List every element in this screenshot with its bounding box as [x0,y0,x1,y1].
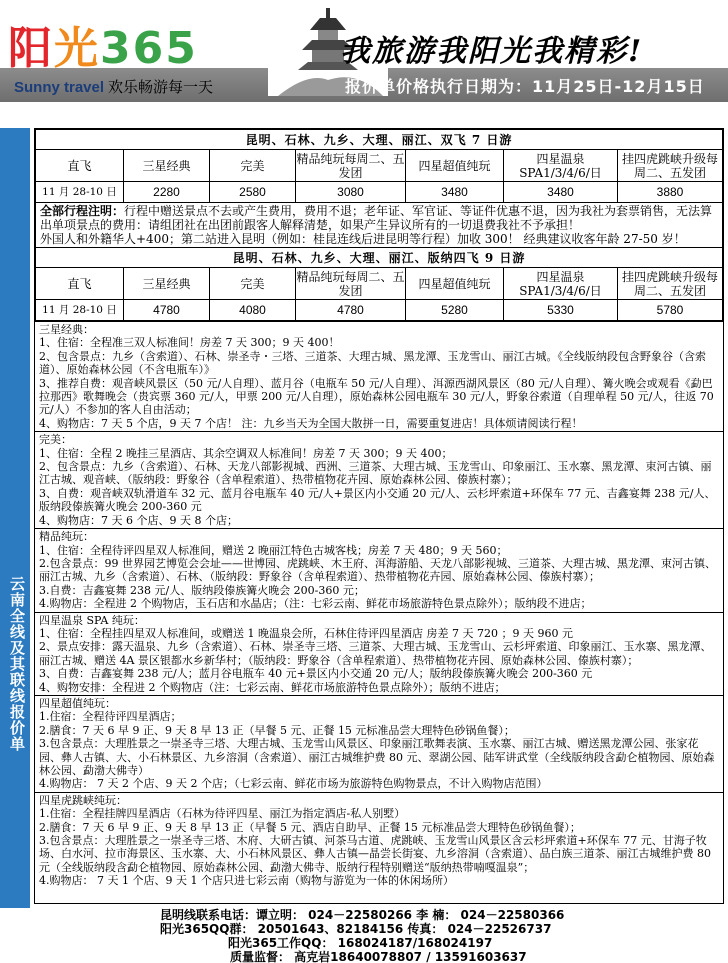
tour7-p2: 2580 [210,182,296,203]
logo-number: 365 [100,23,198,74]
block-line: 4.购物店：全程进 2 个购物店，玉石店和水晶店；（注：七彩云南、鲜花市场旅游特色景点除外）；版纳段不进店； [39,597,592,611]
tour9-date: 11 月 28-10 日 [36,300,124,321]
tour7-h5: 四星温泉SPA1/3/4/6/日 [504,150,618,182]
block-line: 1、住宿：全程待评四星双人标准间，赠送 2 晚丽江特色古城客栈；房差 7 天 480；9 天 560； [39,543,508,557]
tour7-p5: 3480 [504,182,618,203]
block-title: 完美： [39,433,72,447]
tour9-h4: 四星超值纯玩 [406,268,504,300]
tour9-h3: 精品纯玩每周二、五发团 [296,269,405,298]
price-sheet [34,128,724,904]
block-line: 1.住宿：全程待评四星酒店； [39,710,182,724]
tour7-h2: 完美 [210,150,296,182]
block-line: 4、购物店：7 天 5 个店，9 天 7 个店！ 注：九乡当天为全国大散拼一日，需要重复进店！具体烦请阅读行程！ [39,416,583,430]
block-title: 四星超值纯玩： [39,696,116,710]
tour9-p1: 4780 [124,300,210,321]
tour7-h6: 挂四虎跳峡升级每周二、五发团 [618,150,723,182]
tour9-p2: 4080 [210,300,296,321]
block-line: 3、自费：吉鑫宴舞 238 元/人；蓝月谷电瓶车 40 元+景区内小交通 20 元/人；版纳段傣族篝火晚会 200-360 元 [39,667,593,681]
tour9-h6: 挂四虎跳峡升级每周二、五发团 [618,268,723,300]
notes [36,203,723,248]
slogan: 我旅游我阳光我精彩! [340,34,644,69]
footer-line-2: 阳光365QQ群： 20501643、82184156 传真： 024－22526737 [160,922,552,936]
block-title: 三星经典： [39,323,94,336]
block-line: 2、包含景点：九乡（含索道）、石林、天龙八部影视城、西洲、三道茶、大理古城、玉龙雪山、印象丽江、玉水寨、黑龙潭、束河古镇、丽江古城、观音峡、（版纳段：野象谷（含单程索道）、热带植物花卉园、原始森林公园、傣族村寨）； [39,460,712,487]
logo-char-2: 光 [54,23,100,74]
block-line: 3.包含景点：大理胜景之一崇圣寺三塔、木府、大研古镇、河茶马古道、虎跳峡、玉龙雪山风景区含云杉坪索道+环保车 77 元、甘海子牧场、白水河、拉市海景区、玉水寨、大、小石林风景区、彝人古镇—晶尝长街宴、九乡溶洞（含索道）、品白族三道茶、丽江古城维护费 80 元（全线版纳段含勐仑植物园、原始森林公园、勐渤大佛寺、版纳行程特别赠送“版纳热带喃嘎温泉”； [39,834,711,874]
logo-text [8,12,198,76]
tour7-p3: 3080 [296,182,406,203]
footer-contacts [0,906,728,963]
block-line: 2、景点安排：露天温泉、九乡（含索道）、石林、崇圣寺三塔、三道茶、大理古城、玉龙雪山、云杉坪索道、印象丽江、玉水寨、黑龙潭、丽江古城、赠送 4A 景区银都水乡新华村；（版纳段：野象谷（含单程索道）、热带植物花卉园、原始森林公园、傣族村寨）； [39,640,712,667]
tour7-title: 昆明、石林、九乡、大理、丽江、双飞 7 日游 [36,130,723,150]
tour7-date: 11 月 28-10 日 [36,182,124,203]
tour9-h1: 三星经典 [124,268,210,300]
block-line: 3.包含景点：大理胜景之一崇圣寺三塔、大理古城、玉龙雪山风景区、印象丽江歌舞表演、玉水寨、丽江古城、赠送黑龙潭公园、张家花园、彝人古镇、大、小石林景区、九乡溶洞（含索道）、丽江古城维护费 80 元、翠湖公园、陆军讲武堂（全线版纳段含勐仑植物园、原始森林公园、勐渤大佛寺） [39,737,715,777]
footer-line-3: 阳光365工作QQ： 168024187/168024197 [228,936,493,950]
block-line: 2.膳食：7 天 6 早 9 正、9 天 8 早 13 正（早餐 5 元、酒店自助早、正餐 15 元标准品尝大理特色砂锅鱼餐）； [39,820,581,834]
block-line: 2.膳食：7 天 6 早 9 正、9 天 8 早 13 正（早餐 5 元、正餐 15 元标准品尝大理特色砂锅鱼餐）； [39,723,515,737]
notes-line-1: 行程中赠送景点不去或产生费用，费用不退；老年证、军官证、等证件优惠不退，因为我社为套票销售，无法算出单项景点的费用：请组团社在出团前跟客人解释清楚，如果产生异议所有的一切退费我社不予承担！ [40,204,713,232]
block-line: 1、住宿：全程 2 晚挂三星酒店、其余空调双人标准间！房差 7 天 300；9 天 400； [39,446,453,460]
brand-cn: 欢乐畅游每一天 [108,78,214,96]
block-line: 1、住宿：全程挂四星双人标准间，或赠送 1 晚温泉会所，石林住待评四星酒店 房差 7 天 720 ；9 天 960 元 [39,626,573,640]
block-line: 4、购物店：7 天 6 个店、9 天 8 个店； [39,513,238,527]
footer-line-1: 昆明线联系电话：谭立明： 024－22580266 李 楠： 024－22580366 [160,908,565,922]
tour9-p4: 5280 [406,300,504,321]
block-perfect [35,431,723,528]
block-line: 4.购物店： 7 天 2 个店、9 天 2 个店；（七彩云南、鲜花市场为旅游特色购物景点，不计入购物店范围） [39,777,548,791]
block-line: 4、购物安排：全程进 2 个购物店（注：七彩云南、鲜花市场旅游特色景点除外）；版纳不进店； [39,680,506,694]
tour9-h0: 直飞 [36,268,124,300]
tagline [14,76,213,97]
notes-label: 全部行程注明： [40,204,125,218]
block-four-star-value [35,695,723,792]
exec-date: 报价单价格执行日期为：11月25日-12月15日 [345,77,705,96]
block-line: 4.购物店： 7 天 1 个店、9 天 1 个店只进七彩云南（购物与游览为一体的休闲场所） [39,874,454,888]
price-table-7day [35,129,723,321]
logo [8,12,298,74]
block-title: 精品纯玩： [39,530,94,544]
block-spa [35,612,723,695]
tour9-p5: 5330 [504,300,618,321]
block-line: 1、住宿：全程准三双人标准间！房差 7 天 300；9 天 400！ [39,336,340,350]
tour9-title: 昆明、石林、九乡、大理、丽江、版纳四飞 9 日游 [36,248,723,268]
block-premium [35,528,723,611]
tour7-p1: 2280 [124,182,210,203]
block-three-star [35,321,723,431]
block-line: 2.包含景点：99 世界园艺博览会会址——世博园、虎跳峡、木王府、洱海游船、天龙八部影视城、三道茶、大理古城、黑龙潭、束河古镇、丽江古城、九乡（含索道）、石林、（版纳段：野象谷（含单程索道）、热带植物花卉园、原始森林公园、傣族村寨）； [39,556,716,584]
block-line: 2、包含景点：九乡（含索道）、石林、崇圣寺・三塔、三道茶、大理古城、黑龙潭、玉龙雪山、丽江古城。《全线版纳段包含野象谷（含索道）、原始森林公园（不含电瓶车）》 [39,349,706,377]
tour7-h3: 精品纯玩每周二、五发团 [296,151,405,180]
footer-line-4: 质量监督： 高克岩18640078807 / 13591603637 [230,950,527,963]
tour7-h0: 直飞 [36,150,124,182]
block-line: 3、自费：观音峡双轨滑道车 32 元、蓝月谷电瓶车 40 元/人+景区内小交通 20 元/人、云杉坪索道+环保车 77 元、吉鑫宴舞 238 元/人、版纳段傣族篝火晚会 200-360 元 [39,486,716,514]
logo-char-1: 阳 [8,23,54,74]
block-line: 3.自费：吉鑫宴舞 238 元/人、版纳段傣族篝火晚会 200-360 元； [39,583,365,597]
tour9-h5: 四星温泉SPA1/3/4/6/日 [504,268,618,300]
side-label-bar [0,128,30,908]
tour7-p6: 3880 [618,182,723,203]
block-title: 四星虎跳峡纯玩： [39,793,127,807]
block-line: 3、推荐自费：观音峡风景区（50 元/人自理）、蓝月谷（电瓶车 50 元/人自理）、洱源西湖风景区（80 元/人自理）、篝火晚会或观看《勐巴拉那西》歌舞晚会（贵宾票 360 元/人，甲票 200 元/人自理），原始森林公园电瓶车 30 元/人，野象谷索道（自理单程 50 元/人，往返 70 元/人）不参加的客人自由活动； [39,376,714,417]
tour9-p3: 4780 [296,300,406,321]
block-tiger-leaping [35,792,723,889]
tour9-h2: 完美 [210,268,296,300]
side-label: 云南全线及其联线报价单 [8,576,26,752]
notes-line-2: 外国人和外籍华人+400；第二站进入昆明（例如：桂昆连线后进昆明等行程）加收 300！ 经典建议收客年龄 27-50 岁！ [40,232,686,246]
brand-en: Sunny travel [14,79,105,96]
tour9-p6: 5780 [618,300,723,321]
tour7-h1: 三星经典 [124,150,210,182]
block-title: 四星温泉 SPA 纯玩： [39,613,145,627]
header [0,0,728,124]
block-line: 1.住宿：全程挂牌四星酒店（石林为待评四星、丽江为指定酒店-私人别墅） [39,807,406,821]
tour7-p4: 3480 [406,182,504,203]
tour7-h4: 四星超值纯玩 [406,150,504,182]
